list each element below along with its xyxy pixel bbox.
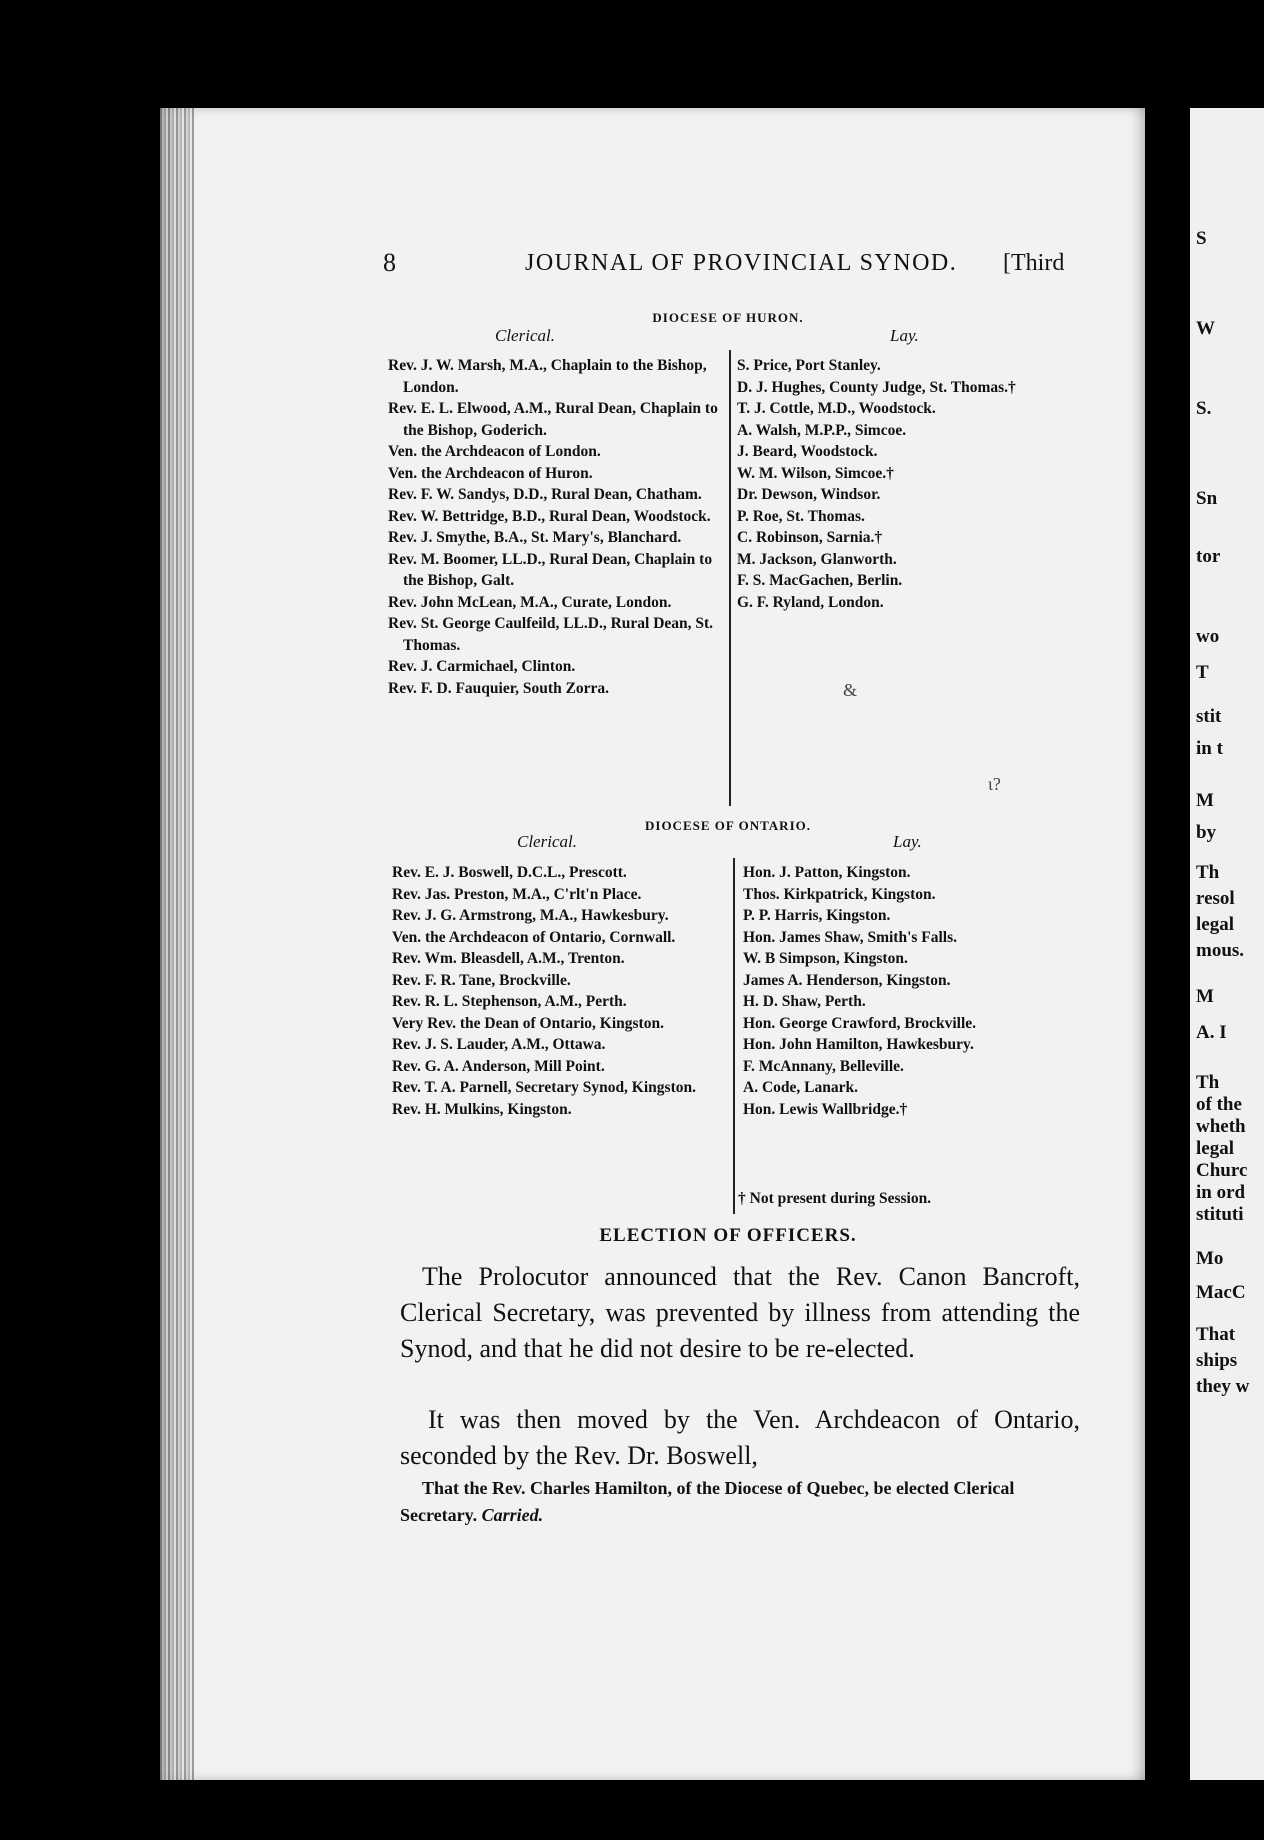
member-entry: D. J. Hughes, County Judge, St. Thomas.† (737, 378, 1016, 396)
member-entry: Ven. the Archdeacon of Ontario, Cornwall. (392, 928, 676, 946)
member-entry: Rev. F. W. Sandys, D.D., Rural Dean, Chatham. (388, 486, 702, 503)
member-entry: Hon. James Shaw, Smith's Falls. (743, 928, 958, 946)
member-entry: Hon. John Hamilton, Hawkesbury. (743, 1036, 974, 1053)
facing-page-text-fragment: S (1196, 228, 1207, 249)
member-entry: F. S. MacGachen, Berlin. (737, 572, 903, 589)
column-divider (729, 350, 731, 806)
paragraph-motion: It was then moved by the Ven. Archdeacon of Ontario, seconded by the Rev. Dr. Boswell, (400, 1405, 1080, 1470)
facing-page-text-fragment: MacC (1196, 1282, 1246, 1303)
facing-page-text-fragment: T (1196, 662, 1209, 683)
member-entry: James A. Henderson, Kingston. (743, 971, 951, 989)
facing-page-text-fragment: Churc (1196, 1160, 1248, 1181)
facing-page-text-fragment: resol (1196, 888, 1235, 909)
paragraph-prolocutor: The Prolocutor announced that the Rev. Canon Bancroft, Clerical Secretary, was prevented by illness from attending the Synod, and that he did not desire to be re-elected. (400, 1262, 1080, 1363)
column-divider (733, 858, 735, 1214)
member-entry: P. P. Harris, Kingston. (743, 907, 891, 924)
resolution-body: That the Rev. Charles Hamilton, of the Diocese of Quebec, be elected Clerical Secretary. (400, 1478, 1015, 1525)
facing-page-text-fragment: Th (1196, 862, 1220, 883)
facing-page-text-fragment: mous. (1196, 940, 1245, 961)
member-entry: Rev. E. L. Elwood, A.M., Rural Dean, Chaplain to the Bishop, Goderich. (388, 400, 718, 439)
facing-page-text-fragment: Sn (1196, 488, 1218, 509)
facing-page-text-fragment: in ord (1196, 1182, 1246, 1203)
member-entry: Rev. St. George Caulfeild, LL.D., Rural Dean, St. Thomas. (388, 615, 714, 654)
member-entry: Ven. the Archdeacon of Huron. (388, 464, 593, 482)
member-entry: Rev. F. D. Fauquier, South Zorra. (388, 679, 610, 697)
huron-lay-list (737, 355, 1077, 613)
member-entry: Rev. T. A. Parnell, Secretary Synod, Kingston. (392, 1079, 696, 1096)
member-entry: Hon. George Crawford, Brockville. (743, 1014, 977, 1032)
facing-page-text-fragment: M (1196, 790, 1214, 811)
huron-clerical-list (388, 355, 718, 699)
member-entry: Rev. R. L. Stephenson, A.M., Perth. (392, 993, 627, 1010)
member-entry: Rev. J. S. Lauder, A.M., Ottawa. (392, 1036, 606, 1053)
member-entry: C. Robinson, Sarnia.† (737, 529, 883, 546)
member-entry: Rev. Jas. Preston, M.A., C'rlt'n Place. (392, 885, 642, 903)
member-entry: W. M. Wilson, Simcoe.† (737, 464, 894, 482)
member-entry: A. Walsh, M.P.P., Simcoe. (737, 421, 907, 439)
facing-page-text-fragment: wheth (1196, 1116, 1246, 1137)
member-entry: Thos. Kirkpatrick, Kingston. (743, 885, 936, 903)
facing-page-text-fragment: W (1196, 318, 1215, 339)
member-entry: Rev. Wm. Bleasdell, A.M., Trenton. (392, 950, 625, 967)
member-entry: Rev. E. J. Boswell, D.C.L., Prescott. (392, 864, 627, 881)
running-title-right: [Third (1003, 250, 1065, 276)
ontario-lay-heading: Lay. (893, 832, 922, 851)
running-title: JOURNAL OF PROVINCIAL SYNOD. (525, 250, 958, 276)
member-entry: Rev. H. Mulkins, Kingston. (392, 1100, 572, 1118)
member-entry: W. B Simpson, Kingston. (743, 950, 908, 967)
facing-page-text-fragment: stit (1196, 706, 1222, 727)
member-entry: Rev. M. Boomer, LL.D., Rural Dean, Chaplain to the Bishop, Galt. (388, 550, 713, 589)
member-entry: Rev. W. Bettridge, B.D., Rural Dean, Woodstock. (388, 507, 711, 525)
facing-page-fragment (1190, 108, 1264, 1780)
member-entry: Ven. the Archdeacon of London. (388, 443, 601, 460)
facing-page-text-fragment: by (1196, 822, 1217, 843)
facing-page-text-fragment: tor (1196, 546, 1221, 567)
resolution-carried: Carried. (481, 1505, 544, 1525)
member-entry: Hon. Lewis Wallbridge.† (743, 1100, 908, 1118)
ontario-clerical-list (392, 862, 722, 1120)
member-entry: Rev. J. W. Marsh, M.A., Chaplain to the Bishop, London. (388, 357, 707, 396)
member-entry: Hon. J. Patton, Kingston. (743, 864, 911, 881)
ink-blot: ɩ? (988, 774, 1001, 794)
member-entry: Rev. G. A. Anderson, Mill Point. (392, 1057, 605, 1075)
member-entry: Rev. F. R. Tane, Brockville. (392, 971, 571, 989)
ontario-clerical-heading: Clerical. (517, 832, 577, 851)
ink-blot: & (843, 680, 858, 700)
page-number: 8 (383, 248, 396, 277)
huron-lay-heading: Lay. (890, 326, 919, 345)
member-entry: A. Code, Lanark. (743, 1079, 858, 1096)
diocese-huron-title: DIOCESE OF HURON. (652, 310, 804, 325)
diocese-ontario-title: DIOCESE OF ONTARIO. (645, 818, 811, 833)
facing-page-text-fragment: they w (1196, 1376, 1250, 1397)
member-entry: P. Roe, St. Thomas. (737, 507, 865, 525)
facing-page-text-fragment: legal (1196, 914, 1234, 935)
member-entry: T. J. Cottle, M.D., Woodstock. (737, 400, 936, 417)
member-entry: G. F. Ryland, London. (737, 593, 884, 611)
section-title-election: ELECTION OF OFFICERS. (599, 1225, 857, 1246)
member-entry: M. Jackson, Glanworth. (737, 550, 897, 568)
facing-page-text-fragment: of the (1196, 1094, 1242, 1115)
facing-page-text-fragment: stituti (1196, 1204, 1244, 1225)
member-entry: H. D. Shaw, Perth. (743, 993, 866, 1010)
member-entry: Rev. J. Carmichael, Clinton. (388, 658, 576, 675)
member-entry: S. Price, Port Stanley. (737, 357, 881, 374)
facing-page-text-fragment: S. (1196, 398, 1212, 419)
huron-clerical-heading: Clerical. (495, 326, 555, 345)
footnote-not-present: † Not present during Session. (738, 1190, 932, 1207)
facing-page-text-fragment: A. I (1196, 1022, 1227, 1043)
member-entry: Dr. Dewson, Windsor. (737, 486, 881, 503)
member-entry: Rev. J. Smythe, B.A., St. Mary's, Blanchard. (388, 529, 682, 546)
book-spine-edge (160, 108, 194, 1780)
ontario-lay-list (743, 862, 1083, 1120)
member-entry: Very Rev. the Dean of Ontario, Kingston. (392, 1014, 664, 1032)
facing-page-text-fragment: M (1196, 986, 1214, 1007)
member-entry: J. Beard, Woodstock. (737, 443, 878, 460)
facing-page-text-fragment: in t (1196, 738, 1223, 759)
facing-page-text-fragment: Mo (1196, 1248, 1224, 1269)
facing-page-text-fragment: legal (1196, 1138, 1234, 1159)
member-entry: Rev. John McLean, M.A., Curate, London. (388, 593, 672, 611)
facing-page-text-fragment: ships (1196, 1350, 1238, 1371)
member-entry: F. McAnnany, Belleville. (743, 1057, 904, 1075)
member-entry: Rev. J. G. Armstrong, M.A., Hawkesbury. (392, 907, 669, 924)
facing-page-text-fragment: wo (1196, 626, 1220, 647)
running-header (383, 248, 1073, 282)
facing-page-text-fragment: Th (1196, 1072, 1220, 1093)
resolution-text (400, 1475, 1080, 1529)
facing-page-text-fragment: That (1196, 1324, 1236, 1345)
